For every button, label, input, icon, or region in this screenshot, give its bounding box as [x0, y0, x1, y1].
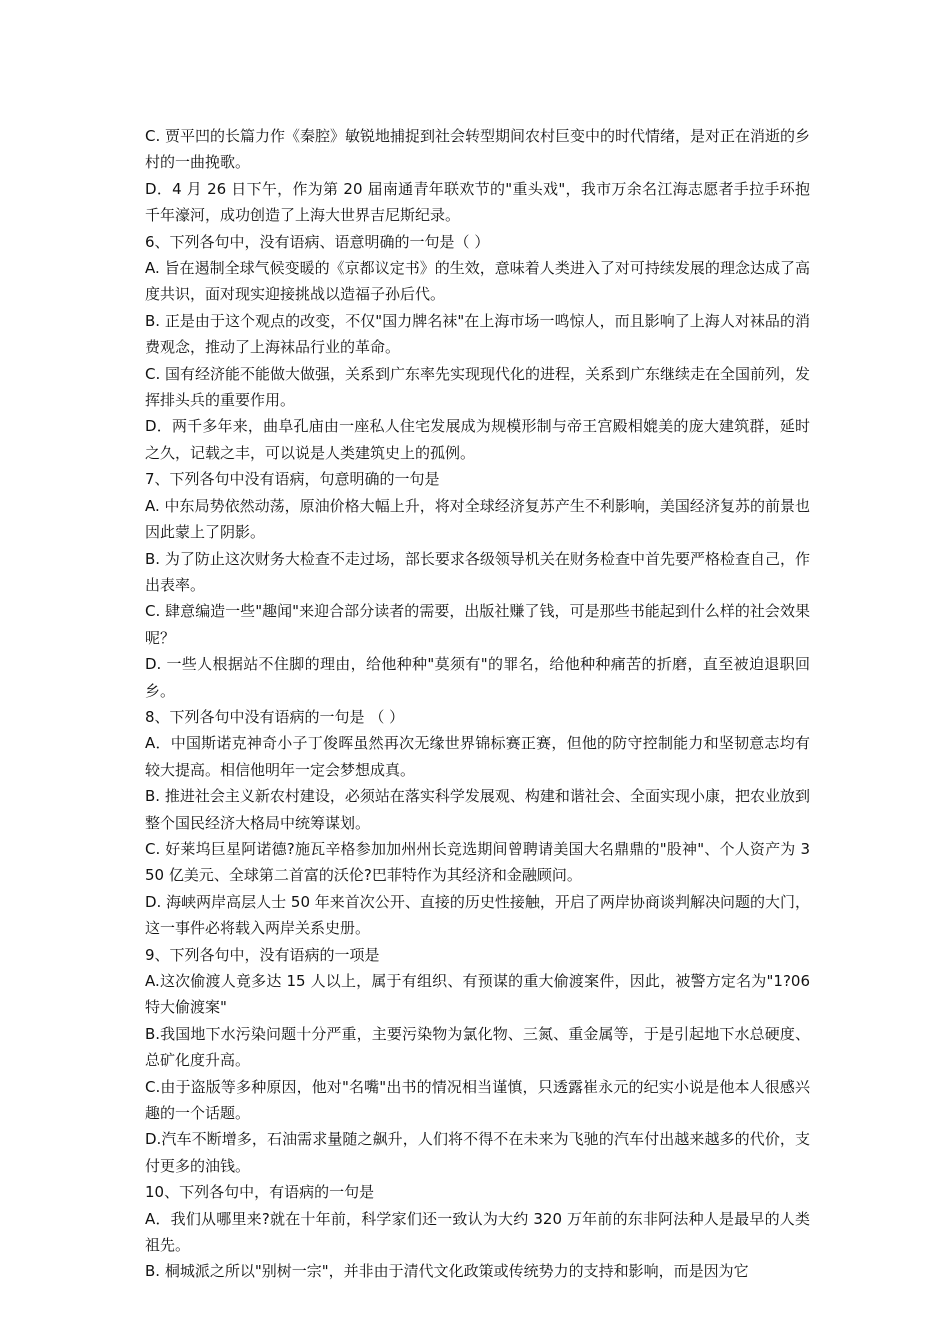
question-6-option-b: B. 正是由于这个观点的改变，不仅"国力牌名袜"在上海市场一鸣惊人，而且影响了上海人对袜品的消费观念，推动了上海袜品行业的革命。 [145, 311, 810, 357]
question-10-title: 10、下列各句中，有语病的一句是 [145, 1183, 375, 1202]
question-6-option-c: C. 国有经济能不能做大做强，关系到广东率先实现现代化的进程，关系到广东继续走在全国前列，发挥排头兵的重要作用。 [145, 364, 811, 410]
question-7-option-b: B. 为了防止这次财务大检查不走过场，部长要求各级领导机关在财务检查中首先要严格检查自己，作出表率。 [145, 549, 810, 594]
question-8-option-c: C. 好莱坞巨星阿诺德?施瓦辛格参加加州州长竞选期间曾聘请美国大名鼎鼎的"股神"、个人资产为 350 亿美元、全球第二首富的沃伦?巴菲特作为其经济和金融顾问。 [145, 839, 810, 885]
document-body [145, 123, 810, 1285]
question-7-option-a: A. 中东局势依然动荡，原油价格大幅上升，将对全球经济复苏产生不利影响，美国经济复苏的前景也因此蒙上了阴影。 [145, 496, 810, 542]
question-10-option-b: B. 桐城派之所以"别树一宗"，并非由于清代文化政策或传统势力的支持和影响，而是因为它 [145, 1262, 749, 1281]
question-6-option-d: D．两千多年来，曲阜孔庙由一座私人住宅发展成为规模形制与帝王宫殿相媲美的庞大建筑群，延时之久，记载之丰，可以说是人类建筑史上的孤例。 [145, 417, 810, 462]
question-7-title: 7、下列各句中没有语病，句意明确的一句是 [145, 470, 440, 489]
question-9-title: 9、下列各句中，没有语病的一项是 [145, 945, 380, 964]
question-8-option-d: D. 海峡两岸高层人士 50 年来首次公开、直接的历史性接触，开启了两岸协商谈判解决问题的大门，这一事件必将载入两岸关系史册。 [145, 892, 810, 938]
question-7-option-c: C. 肆意编造一些"趣闻"来迎合部分读者的需要，出版社赚了钱，可是那些书能起到什么样的社会效果呢？ [145, 602, 810, 647]
question-8-option-b: B. 推进社会主义新农村建设，必须站在落实科学发展观、构建和谐社会、全面实现小康，把农业放到整个国民经济大格局中统筹谋划。 [145, 787, 810, 832]
question-9-option-c: C.由于盗版等多种原因，他对"名嘴"出书的情况相当谨慎，只透露崔永元的纪实小说是他本人很感兴趣的一个话题。 [145, 1077, 810, 1123]
question-6-option-a: A. 旨在遏制全球气候变暖的《京都议定书》的生效，意味着人类进入了对可持续发展的理念达成了高度共识，面对现实迎接挑战以造福子孙后代。 [145, 259, 810, 304]
question-7-option-d: D. 一些人根据站不住脚的理由，给他种种"莫须有"的罪名，给他种种痛苦的折磨，直至被迫退职回乡。 [145, 655, 810, 700]
paragraph-option-c-qinqiang: C. 贾平凹的长篇力作《秦腔》敏锐地捕捉到社会转型期间农村巨变中的时代情绪，是对正在消逝的乡村的一曲挽歌。 [145, 127, 811, 172]
question-9-option-a: A.这次偷渡人竟多达 15 人以上，属于有组织、有预谋的重大偷渡案件，因此，被警方定名为"1?06 特大偷渡案" [145, 972, 810, 1017]
question-9-option-d: D.汽车不断增多，石油需求量随之飙升，人们将不得不在未来为飞驰的汽车付出越来越多的代价，支付更多的油钱。 [145, 1130, 810, 1175]
question-6-title: 6、下列各句中，没有语病、语意明确的一句是（ ） [145, 232, 490, 251]
question-10-option-a: A．我们从哪里来?就在十年前，科学家们还一致认为大约 320 万年前的东非阿法种人是最早的人类祖先。 [145, 1209, 810, 1255]
question-8-option-a: A．中国斯诺克神奇小子丁俊晖虽然再次无缘世界锦标赛正赛，但他的防守控制能力和坚韧意志均有较大提高。相信他明年一定会梦想成真。 [145, 734, 810, 779]
question-8-title: 8、下列各句中没有语病的一句是 （ ） [145, 707, 405, 726]
question-9-option-b: B.我国地下水污染问题十分严重，主要污染物为氯化物、三氮、重金属等，于是引起地下水总硬度、总矿化度升高。 [145, 1024, 810, 1070]
paragraph-option-d-haohe: D．4 月 26 日下午，作为第 20 届南通青年联欢节的"重头戏"，我市万余名江海志愿者手拉手环抱千年濠河，成功创造了上海大世界吉尼斯纪录。 [145, 179, 810, 225]
